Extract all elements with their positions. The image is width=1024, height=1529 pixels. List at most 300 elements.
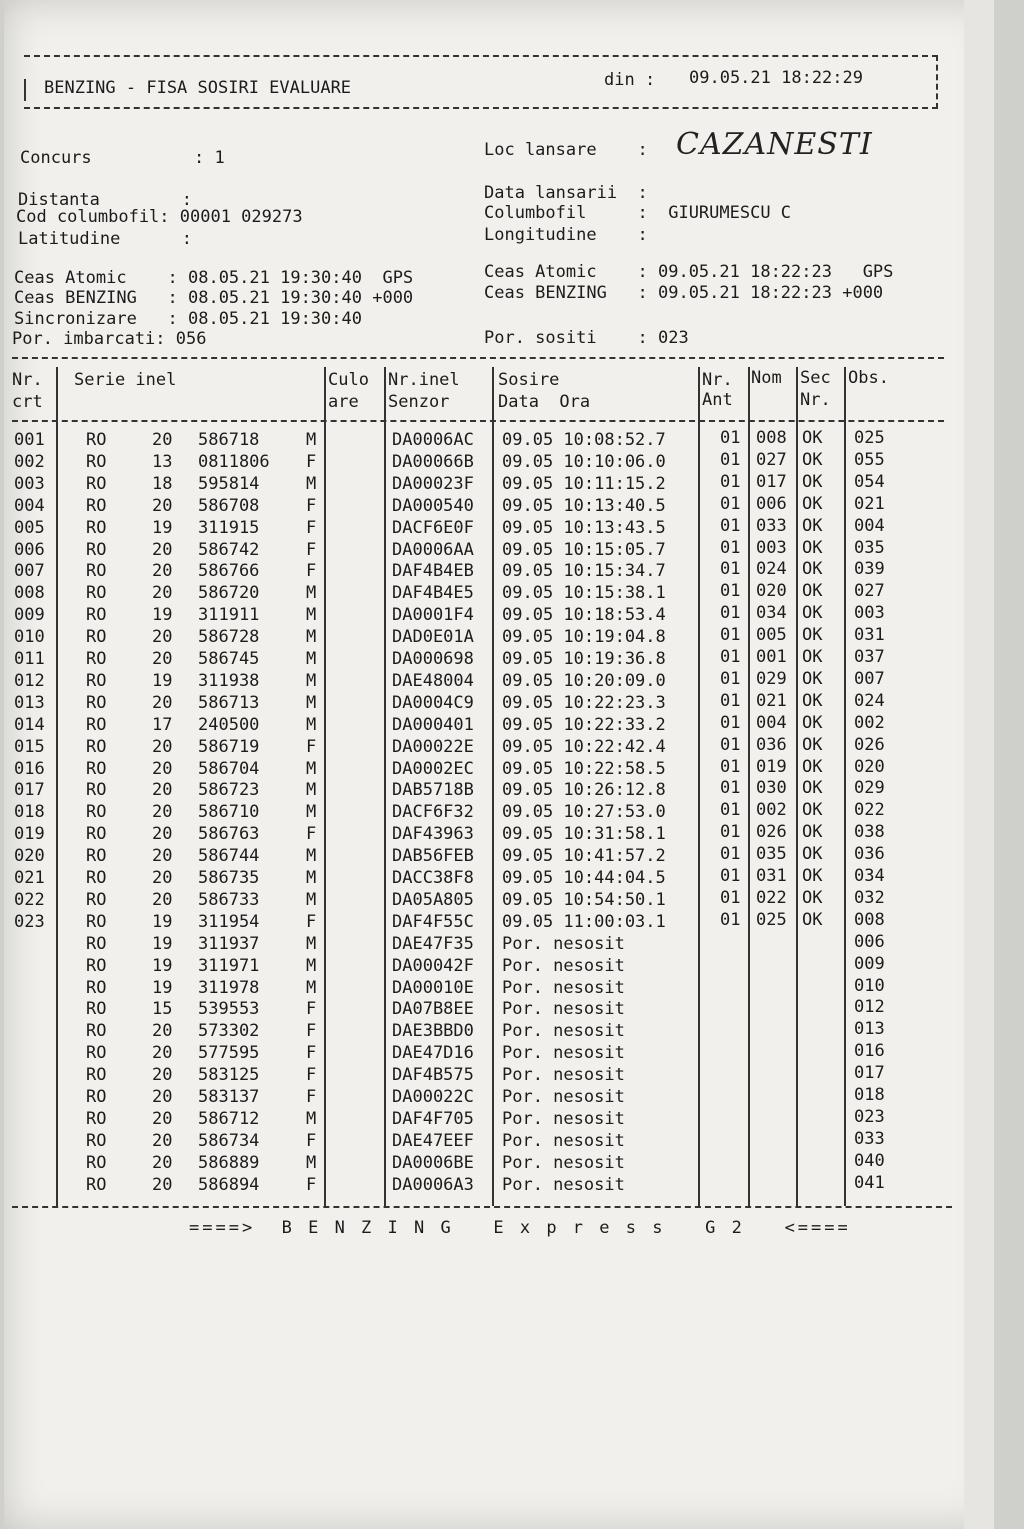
row-sosire: Por. nesosit [502,955,625,976]
row-tara: RO [86,605,107,626]
row-sex: F [306,911,317,932]
row-an: 20 [152,780,173,801]
row-inel: 573302 [198,1021,260,1042]
row-tara: RO [86,714,107,735]
row-sosire: 09.05 10:27:53.0 [502,802,666,823]
row-an: 20 [152,824,173,845]
row-sec: OK [802,668,823,689]
row-tara: RO [86,868,107,888]
row-tara: RO [86,1043,107,1064]
row-nom: 017 [756,471,787,492]
row-nom: 035 [756,844,787,865]
row-sex: M [306,1108,317,1129]
row-sex: F [306,1065,317,1086]
row-nr: 023 [14,911,45,932]
row-an: 20 [152,802,173,823]
col-sec-nr: Sec [800,368,831,388]
row-sec: OK [802,887,823,908]
row-sosire: 09.05 10:15:34.7 [502,561,666,582]
row-inel: 311978 [198,977,260,998]
row-an: 20 [152,627,173,648]
row-obs: 008 [854,909,885,930]
row-inel: 586704 [198,758,260,779]
row-inel: 586719 [198,736,260,757]
row-inel: 586712 [198,1108,260,1129]
row-sex: M [306,780,317,801]
row-senzor: DA0002EC [392,758,474,779]
row-inel: 0811806 [198,451,270,472]
row-sec: OK [802,778,823,799]
row-sosire: Por. nesosit [502,1108,625,1129]
row-nr: 016 [14,758,45,779]
row-senzor: DAE47EEF [392,1130,474,1151]
row-obs: 034 [854,866,885,886]
row-senzor: DA0006AC [392,430,474,450]
row-senzor: DACF6E0F [392,517,474,538]
row-inel: 586718 [198,430,260,450]
row-senzor: DA00023F [392,473,474,494]
row-sosire: 09.05 10:11:15.2 [502,473,666,494]
row-ant: 01 [720,428,741,448]
table-bottom-rule [12,1206,952,1208]
data-lansarii: Data lansarii : [484,183,648,203]
row-inel: 577595 [198,1043,260,1064]
row-an: 13 [152,451,173,472]
row-ant: 01 [720,493,741,514]
table-header-rule [12,420,944,422]
row-nom: 024 [756,559,787,580]
col-nr-inel-senzor: Nr.inel [388,370,460,390]
row-sex: M [306,670,317,691]
row-tara: RO [86,911,107,932]
row-nom: 004 [756,712,787,733]
row-sec: OK [802,603,823,624]
row-sosire: 09.05 10:22:33.2 [502,714,666,735]
din-label: din : [604,70,656,90]
page-edge [964,0,994,1529]
row-nom: 008 [756,428,787,448]
row-ant: 01 [720,668,741,689]
row-senzor: DAE48004 [392,670,474,691]
row-inel: 586889 [198,1152,260,1173]
sincronizare: Sincronizare : 08.05.21 19:30:40 [14,309,362,329]
row-sosire: 09.05 10:22:23.3 [502,692,666,713]
row-senzor: DA07B8EE [392,999,474,1020]
row-nom: 030 [756,778,787,799]
row-inel: 311911 [198,605,260,626]
latitudine: Latitudine : [18,229,192,249]
row-senzor: DAF4B4E5 [392,583,474,604]
row-ant: 01 [720,734,741,755]
row-senzor: DAF4F55C [392,911,474,932]
row-nr: 013 [14,692,45,713]
row-tara: RO [86,999,107,1020]
row-an: 20 [152,1065,173,1086]
row-inel: 586894 [198,1174,260,1195]
columbofil: Columbofil : GIURUMESCU C [484,203,792,223]
row-senzor: DA0006AA [392,539,474,560]
row-nom: 036 [756,734,787,755]
row-ant: 01 [720,866,741,886]
row-sosire: Por. nesosit [502,933,625,954]
row-nr: 009 [14,605,45,626]
row-sosire: Por. nesosit [502,1021,625,1042]
row-inel: 311938 [198,670,260,691]
row-tara: RO [86,561,107,582]
row-nom: 025 [756,909,787,930]
row-inel: 586723 [198,780,260,801]
row-sosire: 09.05 11:00:03.1 [502,911,666,932]
row-sec: OK [802,844,823,865]
row-senzor: DAF4B4EB [392,561,474,582]
row-senzor: DAB56FEB [392,846,474,867]
row-nr: 011 [14,649,45,669]
row-sec: OK [802,449,823,470]
row-sex: F [306,495,317,516]
row-an: 20 [152,1152,173,1173]
distanta: Distanta : [18,190,192,210]
row-tara: RO [86,670,107,691]
row-senzor: DA00010E [392,977,474,998]
row-tara: RO [86,627,107,648]
ceas-atomic-right: Ceas Atomic : 09.05.21 18:22:23 GPS [484,262,894,282]
row-senzor: DA0006BE [392,1152,474,1173]
row-sex: F [306,517,317,538]
row-inel: 586710 [198,802,260,823]
longitudine: Longitudine : [484,225,648,245]
row-obs: 009 [854,953,885,974]
row-inel: 586744 [198,846,260,867]
row-obs: 003 [854,603,885,624]
row-obs: 031 [854,625,885,646]
row-sosire: 09.05 10:13:40.5 [502,495,666,516]
row-obs: 054 [854,471,885,492]
row-ant: 01 [720,581,741,602]
row-obs: 020 [854,756,885,777]
row-ant: 01 [720,756,741,777]
row-sex: M [306,889,317,910]
row-senzor: DA000540 [392,495,474,516]
row-an: 20 [152,692,173,713]
row-nr: 021 [14,868,45,888]
row-sosire: Por. nesosit [502,1174,625,1195]
row-an: 20 [152,1043,173,1064]
row-sex: M [306,846,317,867]
row-sec: OK [802,712,823,733]
row-tara: RO [86,824,107,845]
row-an: 20 [152,1130,173,1151]
row-an: 20 [152,649,173,669]
col-nom: Nom [751,368,782,388]
ceas-benzing-left: Ceas BENZING : 08.05.21 19:30:40 +000 [14,288,414,308]
row-an: 20 [152,539,173,560]
row-nr: 004 [14,495,45,516]
row-an: 20 [152,1021,173,1042]
row-sosire: Por. nesosit [502,1043,625,1064]
row-sex: M [306,802,317,823]
row-nr: 005 [14,517,45,538]
row-inel: 311954 [198,911,260,932]
row-sosire: 09.05 10:22:58.5 [502,758,666,779]
document-title: BENZING - FISA SOSIRI EVALUARE [44,78,352,98]
row-an: 20 [152,561,173,582]
row-sex: M [306,955,317,976]
row-sosire: Por. nesosit [502,1130,625,1151]
row-tara: RO [86,758,107,779]
row-nr: 001 [14,430,45,450]
row-ant: 01 [720,822,741,843]
table-top-rule [12,357,944,359]
row-ant: 01 [720,909,741,930]
row-senzor: DA0006A3 [392,1174,474,1195]
row-ant: 01 [720,800,741,821]
row-an: 20 [152,1087,173,1107]
row-sosire: Por. nesosit [502,1087,625,1107]
row-sex: F [306,561,317,582]
row-obs: 029 [854,778,885,799]
row-inel: 583125 [198,1065,260,1086]
row-sec: OK [802,866,823,886]
row-senzor: DAF4B575 [392,1065,474,1086]
row-senzor: DA00022E [392,736,474,757]
row-sex: M [306,714,317,735]
row-nom: 006 [756,493,787,514]
row-tara: RO [86,1130,107,1151]
row-obs: 017 [854,1063,885,1084]
row-sosire: 09.05 10:22:42.4 [502,736,666,757]
row-nr: 007 [14,561,45,582]
row-sec: OK [802,471,823,492]
row-sex: F [306,824,317,845]
row-ant: 01 [720,712,741,733]
row-obs: 035 [854,537,885,558]
row-obs: 010 [854,975,885,996]
row-senzor: DAD0E01A [392,627,474,648]
row-sec: OK [802,537,823,558]
row-inel: 586745 [198,649,260,669]
row-sec: OK [802,428,823,448]
col-serie-inel: Serie inel [74,370,177,390]
row-nom: 031 [756,866,787,886]
row-an: 19 [152,933,173,954]
col-culoare: Culo [328,370,369,390]
row-senzor: DAF43963 [392,824,474,845]
row-senzor: DACC38F8 [392,868,474,888]
row-an: 19 [152,955,173,976]
row-tara: RO [86,780,107,801]
row-sex: F [306,1174,317,1195]
ceas-atomic-left: Ceas Atomic : 08.05.21 19:30:40 GPS [14,268,414,288]
row-sosire: 09.05 10:41:57.2 [502,846,666,867]
row-an: 15 [152,999,173,1020]
row-obs: 012 [854,997,885,1018]
row-ant: 01 [720,887,741,908]
row-sosire: Por. nesosit [502,977,625,998]
row-obs: 039 [854,559,885,580]
row-ant: 01 [720,625,741,646]
row-an: 20 [152,736,173,757]
row-nom: 027 [756,449,787,470]
row-inel: 311937 [198,933,260,954]
row-sec: OK [802,625,823,646]
row-tara: RO [86,692,107,713]
document-page: BENZING - FISA SOSIRI EVALUARE din : 09.05.21 18:22:29 Concurs : 1 Loc lansare : CAZANESTI Distanta : Cod columbofil: 00001 029273 Latitudine : Data lansarii : Columbofil : GIURUMESCU C Longitudine : Ceas Atomic : 08.05.21 19:30:40 GPS Ceas BENZING : 08.05.21 19:30:40 +000 Sincronizare : 08.05.21 19:30:40 Por. imbarcati: 056 Ceas Atomic : 09.05.21 18:22:23 GPS Ceas BENZING : 09.05.21 18:22:23 +000 Por. sositi : 023 Nr. crt Serie inel Culo are Nr.inel Senzor Sosire Data Ora Nr. Ant Nom Sec Nr. Obs. 001 RO 20 586718 M DA0006AC 09.05 10:08:52.7 01 008 OK 025 002 RO 13 0811806 F DA00066B 09.05 10:10:06.0 01 027 OK 055 003 RO 18 595814 M DA00023F 09.05 10:11:15.2 01 017 OK 054 004 RO 20 586708 F DA000540 09.05 10:13:40.5 01 006 OK 021 005 RO 19 311915 F DACF6E0F 09.05 10:13:43.5 01 033 OK 004 006 RO 20 586742 F DA0006AA 09.05 10:15:05.7 01 003 OK 035 007 RO 20 586766 F DAF4B4EB 09.05 10:15:34.7 01 024 OK 039 008 RO 20 586720 M DAF4B4E5 09.05 10:15:38.1 01 020 OK 027 009 RO 19 311911 M DA0001F4 09.05 10:18:53.4 01 034 OK 003 010 RO 20 586728 M DAD0E01A 09.05 10:19:04.8 01 005 OK 031 011 RO 20 586745 M DA000698 09.05 10:19:36.8 01 001 OK 037 012 RO 19 311938 M DAE48004 09.05 10:20:09.0 01 029 OK 007 013 RO 20 586713 M DA0004C9 09.05 10:22:23.3 01 021 OK 024 014 RO 17 240500 M DA000401 09.05 10:22:33.2 01 004 OK 002 015 RO 20 586719 F DA00022E 09.05 10:22:42.4 01 036 OK 026 016 RO 20 586704 M DA0002EC 09.05 10:22:58.5 01 019 OK 020 017 RO 20 586723 M DAB5718B 09.05 10:26:12.8 01 030 OK 029 018 RO 20 586710 M DACF6F32 09.05 10:27:53.0 01 002 OK 022 019 RO 20 586763 F DAF43963 09.05 10:31:58.1 01 026 OK 038 020 RO 20 586744 M DAB56FEB 09.05 10:41:57.2 01 035 OK 036 021 RO 20 586735 M DACC38F8 09.05 10:44:04.5 01 031 OK 034 022 RO 20 586733 M DA05A805 09.05 10:54:50.1 01 022 OK 032 023 RO 19 311954 F DAF4F55C 09.05 11:00:03.1 01 025 OK 008 RO 19 311937 M DAE47F35 Por. nesosit 006 RO 19 311971 M DA00042F Por. nesosit 009 RO 19 311978 M DA00010E Por. nesosit 010 RO 15 539553 F DA07B8EE Por. nesosit 012 RO 20 573302 F DAE3BBD0 Por. nesosit 013 RO 20 577595 F DAE47D16 Por. nesosit 016 RO 20 583125 F DAF4B575 Por. nesosit 017 RO 20 583137 F DA00022C Por. nesosit 018 RO 20 586712 M DAF4F705 Por. nesosit 023 RO 20 586734 F DAE47EEF Por. nesosit 033 RO 20 586889 M DA0006BE Por. nesosit 040 RO 20 586894 F DA0006A3 Por. nesosit 041 ====> B E N Z I N G E x p r e s s G 2 <==== [4,0,994,1529]
row-obs: 037 [854,647,885,667]
row-senzor: DA05A805 [392,889,474,910]
row-sec: OK [802,756,823,777]
row-sex: M [306,868,317,888]
row-senzor: DAF4F705 [392,1108,474,1129]
row-sec: OK [802,515,823,536]
row-tara: RO [86,1021,107,1042]
row-obs: 018 [854,1085,885,1105]
row-sosire: 09.05 10:15:38.1 [502,583,666,604]
row-tara: RO [86,889,107,910]
row-sec: OK [802,493,823,514]
row-an: 19 [152,605,173,626]
row-tara: RO [86,1108,107,1129]
por-sositi: Por. sositi : 023 [484,328,689,348]
row-nr: 015 [14,736,45,757]
row-senzor: DAE47D16 [392,1043,474,1064]
por-imbarcati: Por. imbarcati: 056 [12,329,207,349]
row-obs: 022 [854,800,885,821]
row-an: 20 [152,1174,173,1195]
row-inel: 586713 [198,692,260,713]
row-nr: 008 [14,583,45,604]
row-an: 19 [152,977,173,998]
footer-brand: ====> B E N Z I N G E x p r e s s G 2 <==== [189,1218,851,1238]
cod-columbofil: Cod columbofil: 00001 029273 [16,207,303,227]
row-obs: 055 [854,449,885,470]
row-tara: RO [86,583,107,604]
row-inel: 311971 [198,955,260,976]
row-sosire: 09.05 10:54:50.1 [502,889,666,910]
row-nom: 005 [756,625,787,646]
row-obs: 036 [854,844,885,865]
row-nom: 021 [756,690,787,711]
row-sex: M [306,692,317,713]
row-ant: 01 [720,778,741,799]
row-sex: F [306,1087,317,1107]
col-obs: Obs. [848,368,889,388]
row-sosire: 09.05 10:44:04.5 [502,868,666,888]
row-tara: RO [86,539,107,560]
row-inel: 240500 [198,714,260,735]
loc-lansare-handwritten: CAZANESTI [676,127,873,162]
row-tara: RO [86,977,107,998]
row-sex: F [306,999,317,1020]
row-nr: 012 [14,670,45,691]
row-sosire: 09.05 10:19:04.8 [502,627,666,648]
row-sosire: 09.05 10:13:43.5 [502,517,666,538]
row-sosire: 09.05 10:26:12.8 [502,780,666,801]
col-sosire: Sosire [498,370,560,390]
row-ant: 01 [720,690,741,711]
row-nom: 002 [756,800,787,821]
row-tara: RO [86,933,107,954]
row-sex: F [306,539,317,560]
row-inel: 586742 [198,539,260,560]
row-senzor: DAE47F35 [392,933,474,954]
row-obs: 016 [854,1041,885,1062]
row-an: 20 [152,868,173,888]
row-an: 19 [152,670,173,691]
row-nom: 033 [756,515,787,536]
row-inel: 586735 [198,868,260,888]
row-nom: 001 [756,647,787,667]
row-ant: 01 [720,603,741,624]
row-obs: 023 [854,1106,885,1127]
row-ant: 01 [720,537,741,558]
row-an: 20 [152,758,173,779]
row-tara: RO [86,649,107,669]
row-tara: RO [86,1087,107,1107]
row-sosire: Por. nesosit [502,999,625,1020]
row-sosire: Por. nesosit [502,1065,625,1086]
row-obs: 025 [854,428,885,448]
row-senzor: DA0004C9 [392,692,474,713]
row-sex: F [306,736,317,757]
row-sex: F [306,1130,317,1151]
row-senzor: DA00022C [392,1087,474,1107]
row-nr: 020 [14,846,45,867]
col-nr-ant: Nr. [702,370,733,390]
row-ant: 01 [720,647,741,667]
row-sec: OK [802,800,823,821]
row-inel: 586766 [198,561,260,582]
row-nom: 034 [756,603,787,624]
row-an: 19 [152,517,173,538]
row-obs: 002 [854,712,885,733]
row-sec: OK [802,909,823,930]
row-an: 20 [152,495,173,516]
row-an: 20 [152,430,173,450]
row-sosire: 09.05 10:19:36.8 [502,649,666,669]
row-an: 18 [152,473,173,494]
row-sex: M [306,758,317,779]
row-obs: 040 [854,1150,885,1171]
row-senzor: DA00042F [392,955,474,976]
row-nr: 018 [14,802,45,823]
row-tara: RO [86,495,107,516]
row-obs: 027 [854,581,885,602]
row-inel: 539553 [198,999,260,1020]
row-inel: 586763 [198,824,260,845]
row-sex: F [306,1043,317,1064]
row-sosire: Por. nesosit [502,1152,625,1173]
row-sex: M [306,583,317,604]
row-an: 20 [152,889,173,910]
din-value: 09.05.21 18:22:29 [689,68,863,88]
row-sex: M [306,977,317,998]
row-sosire: 09.05 10:15:05.7 [502,539,666,560]
row-senzor: DAE3BBD0 [392,1021,474,1042]
row-sex: F [306,451,317,472]
row-an: 20 [152,583,173,604]
row-sosire: 09.05 10:10:06.0 [502,451,666,472]
row-tara: RO [86,955,107,976]
row-tara: RO [86,1065,107,1086]
row-nr: 002 [14,451,45,472]
row-senzor: DAB5718B [392,780,474,801]
concurs: Concurs : 1 [20,148,225,168]
row-tara: RO [86,473,107,494]
col-nr-crt: Nr. [12,370,43,390]
row-obs: 021 [854,493,885,514]
loc-lansare-label: Loc lansare : [484,140,648,160]
row-an: 20 [152,1108,173,1129]
